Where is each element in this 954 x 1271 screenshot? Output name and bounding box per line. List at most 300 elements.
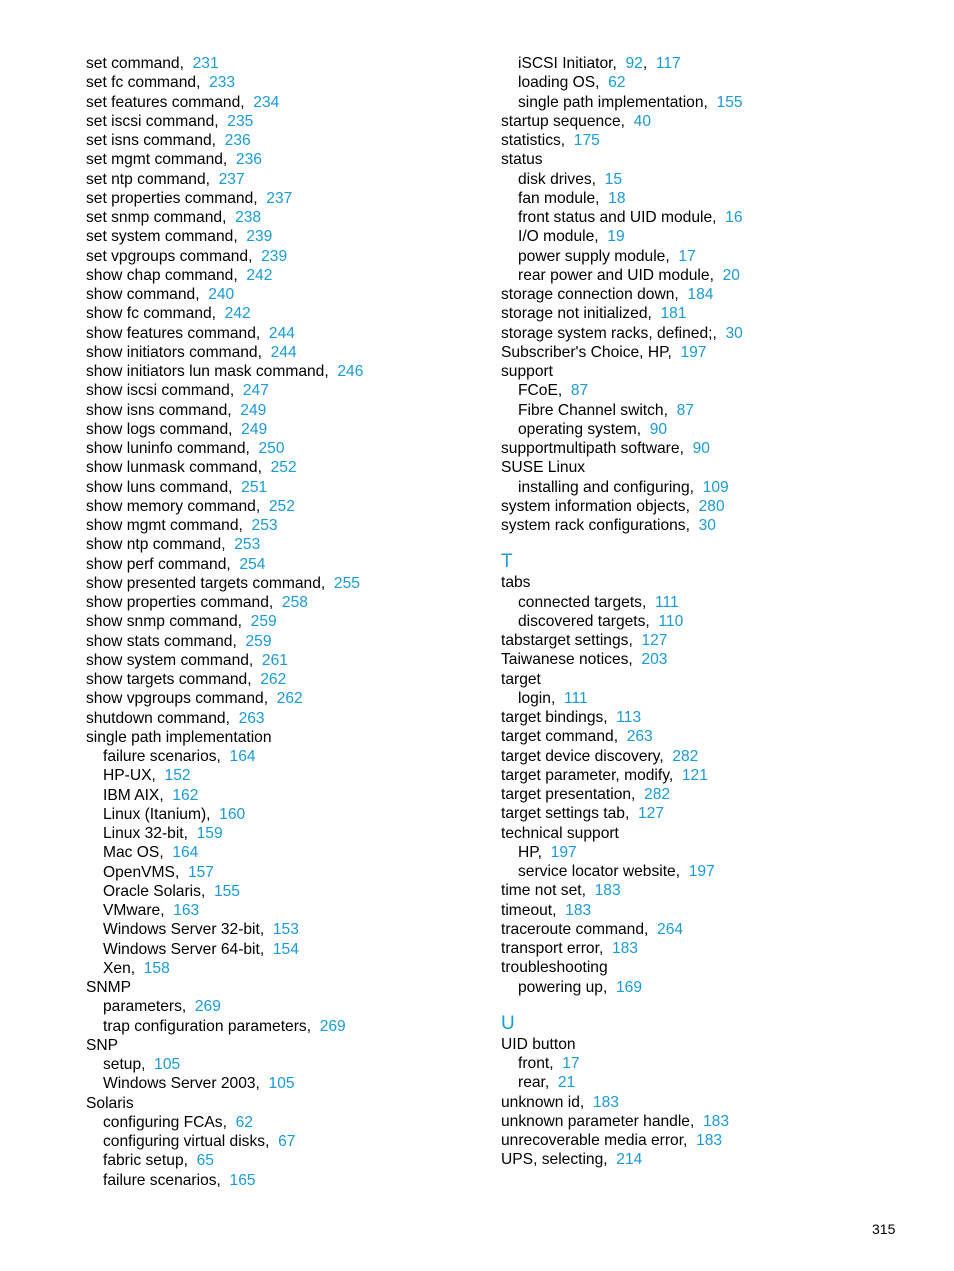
page-link[interactable]: 90 <box>649 420 668 438</box>
index-entry <box>501 458 743 477</box>
page-link[interactable]: 255 <box>333 574 360 592</box>
page-link[interactable]: 253 <box>251 517 278 534</box>
index-entry: show fc command, 242 <box>86 305 251 323</box>
index-entry: show stats command, 259 <box>86 632 272 650</box>
page-link[interactable]: 109 <box>702 478 729 496</box>
index-term: discovered targets <box>518 612 646 630</box>
page-link[interactable]: 252 <box>270 459 297 477</box>
index-term: show presented targets command <box>86 574 321 592</box>
page-link[interactable]: 237 <box>266 189 293 207</box>
index-subentry: trap configuration parameters, 269 <box>103 1017 346 1035</box>
page-link[interactable]: 121 <box>681 766 708 784</box>
index-entry: show chap command, 242 <box>86 266 273 284</box>
index-term: Oracle Solaris <box>103 882 201 900</box>
index-entry: startup sequence, 40 <box>501 112 651 130</box>
index-term: show initiators lun mask command <box>86 363 325 380</box>
index-term: show perf command <box>86 555 227 573</box>
index-entry: unrecoverable media error, 183 <box>501 1132 723 1149</box>
index-subentry: failure scenarios, 164 <box>103 748 256 765</box>
index-term: show fc command <box>86 305 212 323</box>
index-term: show iscsi command <box>86 382 230 400</box>
index-subentry: disk drives, 15 <box>518 170 623 188</box>
index-term: time not set <box>501 882 582 900</box>
index-term: show vpgroups command <box>86 690 264 708</box>
index-term: show command <box>86 286 196 303</box>
page-link[interactable]: 249 <box>241 420 268 438</box>
page-link[interactable]: 244 <box>268 324 295 342</box>
index-entry <box>501 1035 743 1054</box>
index-term: SNP <box>86 1036 119 1054</box>
index-term: target presentation <box>501 786 632 803</box>
index-term: fan module <box>518 189 596 207</box>
index-term: unknown id <box>501 1093 580 1111</box>
index-term: traceroute command <box>501 920 645 938</box>
page-link[interactable]: 17 <box>562 1055 580 1072</box>
index-subentry: parameters, 269 <box>103 998 221 1016</box>
page-link[interactable]: 263 <box>238 709 265 727</box>
index-entry: show iscsi command, 247 <box>86 382 269 400</box>
page-link[interactable]: 242 <box>224 305 251 323</box>
page-link[interactable]: 264 <box>657 920 684 938</box>
page-link[interactable]: 249 <box>240 401 267 419</box>
page-link[interactable]: 87 <box>570 382 589 400</box>
page-link[interactable]: 62 <box>608 74 626 92</box>
index-term: show initiators command <box>86 343 258 361</box>
index-term: Linux 32-bit <box>103 825 184 842</box>
index-term: target <box>501 670 541 688</box>
index-entry: show system command, 261 <box>86 651 288 669</box>
index-term: show memory command <box>86 497 256 515</box>
index-term: show luns command <box>86 478 229 496</box>
index-term: technical support <box>501 824 619 842</box>
page-link[interactable]: 246 <box>337 363 364 380</box>
index-entry: storage not initialized, 181 <box>501 305 687 323</box>
index-term: login <box>518 689 551 707</box>
index-term: tabstarget settings <box>501 632 629 649</box>
page-link[interactable]: 160 <box>219 805 246 823</box>
page-link[interactable]: 87 <box>676 401 694 419</box>
index-term: target command <box>501 728 614 746</box>
index-entry: Subscriber's Choice, HP, 197 <box>501 343 707 361</box>
index-term: Windows Server 32-bit <box>103 921 260 939</box>
index-term: Windows Server 2003 <box>103 1075 256 1093</box>
index-term: trap configuration parameters <box>103 1017 307 1035</box>
index-term: show properties command <box>86 594 269 611</box>
index-entry: system information objects, 280 <box>501 497 725 515</box>
index-subentry: VMware, 163 <box>103 902 200 919</box>
index-term: OpenVMS <box>103 863 175 881</box>
index-entry: set fc command, 233 <box>86 74 236 92</box>
index-subentry: Linux 32-bit, 159 <box>103 825 223 842</box>
index-entry: show initiators command, 244 <box>86 343 297 361</box>
index-entry: statistics, 175 <box>501 132 600 149</box>
index-entry: show mgmt command, 253 <box>86 517 278 534</box>
index-term: set isns command <box>86 132 212 149</box>
index-entry: system rack configurations, 30 <box>501 517 716 534</box>
index-term: Windows Server 64-bit <box>103 940 260 958</box>
index-term: front <box>518 1055 550 1072</box>
index-term: transport error <box>501 940 599 957</box>
index-term: Fibre Channel switch <box>518 401 664 419</box>
index-subentry: Windows Server 2003, 105 <box>103 1075 295 1093</box>
index-term: VMware <box>103 902 161 919</box>
page-link[interactable]: 252 <box>268 497 295 515</box>
index-term: set fc command <box>86 74 197 92</box>
index-subentry: failure scenarios, 165 <box>103 1171 256 1189</box>
index-term: loading OS <box>518 74 596 92</box>
index-entry: storage system racks, defined;, 30 <box>501 324 743 342</box>
index-term: Taiwanese notices <box>501 651 629 669</box>
index-subentry: front status and UID module, 16 <box>518 209 743 226</box>
page-link[interactable]: 258 <box>281 594 308 611</box>
index-term: target settings tab <box>501 805 625 823</box>
index-term: single path implementation <box>518 93 704 111</box>
index-term: powering up <box>518 978 603 996</box>
index-term: I/O module <box>518 228 595 246</box>
page-link[interactable]: 158 <box>143 959 170 977</box>
page-link[interactable]: 203 <box>641 651 668 669</box>
index-term: configuring FCAs <box>103 1113 223 1131</box>
index-term: disk drives <box>518 170 592 188</box>
page-link[interactable]: 40 <box>633 112 651 130</box>
index-subentry: HP-UX, 152 <box>103 767 191 785</box>
page-link[interactable]: 239 <box>261 247 288 265</box>
index-subentry: installing and configuring, 109 <box>518 478 729 496</box>
index-entry: show snmp command, 259 <box>86 613 277 631</box>
page-link[interactable]: 197 <box>680 343 707 361</box>
index-term: target device discovery <box>501 747 660 765</box>
page-link[interactable]: 263 <box>626 728 653 746</box>
index-term: setup <box>103 1056 142 1073</box>
page-link[interactable]: 280 <box>698 497 725 515</box>
page-link[interactable]: 250 <box>258 440 285 457</box>
index-term: storage not initialized <box>501 305 648 323</box>
index-entry: show features command, 244 <box>86 324 295 342</box>
index-term: target bindings <box>501 709 604 726</box>
index-subentry: rear, 21 <box>518 1074 576 1092</box>
page-link[interactable]: 259 <box>245 632 272 650</box>
page-link[interactable]: 240 <box>208 286 235 303</box>
page-link[interactable]: 183 <box>696 1132 723 1149</box>
page-link[interactable]: 269 <box>194 998 221 1016</box>
page-link[interactable]: 261 <box>261 651 288 669</box>
page-link[interactable]: 262 <box>276 690 303 708</box>
index-entry <box>501 573 743 592</box>
page-link[interactable]: 254 <box>239 555 266 573</box>
index-subentry: power supply module, 17 <box>518 247 696 265</box>
index-entry: tabstarget settings, 127 <box>501 632 668 649</box>
page-link[interactable]: 111 <box>563 689 588 707</box>
index-entry: time not set, 183 <box>501 882 621 900</box>
index-entry: show lunmask command, 252 <box>86 459 297 477</box>
page-link[interactable]: 181 <box>660 305 687 323</box>
index-entry: show initiators lun mask command, 246 <box>86 363 364 380</box>
page-link[interactable]: 183 <box>594 882 621 900</box>
index-term: rear power and UID module <box>518 266 710 284</box>
index-term: timeout <box>501 901 553 919</box>
index-entry: show isns command, 249 <box>86 401 267 419</box>
index-term: storage system racks, defined; <box>501 324 713 342</box>
page-link[interactable]: 154 <box>272 940 299 958</box>
page-link[interactable]: 127 <box>641 632 668 649</box>
index-entry <box>86 1094 363 1113</box>
index-subentry: configuring virtual disks, 67 <box>103 1133 296 1150</box>
index-term: statistics <box>501 132 561 149</box>
index-term: target parameter, modify <box>501 766 669 784</box>
index-term: Linux (Itanium) <box>103 805 207 823</box>
index-entry: target command, 263 <box>501 728 653 746</box>
index-entry: show properties command, 258 <box>86 594 308 611</box>
page-link[interactable]: 162 <box>172 786 199 804</box>
index-term: connected targets <box>518 593 642 611</box>
index-subentry: Mac OS, 164 <box>103 844 199 862</box>
index-term: set system command <box>86 228 234 246</box>
index-subentry: Fibre Channel switch, 87 <box>518 401 694 419</box>
index-term: IBM AIX <box>103 786 160 804</box>
index-subentry: Oracle Solaris, 155 <box>103 882 240 900</box>
index-term: operating system <box>518 420 637 438</box>
index-term: iSCSI Initiator <box>518 55 613 72</box>
index-term: show luninfo command <box>86 440 246 457</box>
page-link[interactable]: 110 <box>658 612 684 630</box>
index-term: Subscriber's Choice, HP <box>501 343 668 361</box>
index-entry <box>501 362 743 381</box>
index-subentry: fabric setup, 65 <box>103 1152 214 1170</box>
index-term: set iscsi command <box>86 112 215 130</box>
page-link[interactable]: 183 <box>592 1093 619 1111</box>
page-link[interactable]: 165 <box>229 1171 256 1189</box>
index-column-right <box>501 54 743 1170</box>
page-link[interactable]: 234 <box>253 93 280 111</box>
page-link[interactable]: 105 <box>154 1056 181 1073</box>
index-column-left <box>86 54 363 1190</box>
page-link[interactable]: 153 <box>272 921 299 939</box>
page-link[interactable]: 251 <box>241 478 268 496</box>
index-entry: show perf command, 254 <box>86 555 266 573</box>
index-term: storage connection down <box>501 286 675 303</box>
page-link[interactable]: 92 <box>625 55 643 72</box>
index-term: supportmultipath software <box>501 440 680 457</box>
index-entry: set snmp command, 238 <box>86 209 262 226</box>
index-term: parameters <box>103 998 182 1016</box>
page-link[interactable]: 30 <box>725 324 743 342</box>
page-link[interactable]: 259 <box>250 613 277 631</box>
index-term: HP <box>518 843 538 861</box>
index-subentry: setup, 105 <box>103 1056 181 1073</box>
index-term: support <box>501 363 554 380</box>
page-link[interactable]: 111 <box>654 593 679 611</box>
page-link[interactable]: 164 <box>172 844 199 862</box>
page-link[interactable]: 238 <box>235 209 262 226</box>
page-link[interactable]: 233 <box>209 74 236 92</box>
index-entry: show vpgroups command, 262 <box>86 690 303 708</box>
index-entry: show logs command, 249 <box>86 420 268 438</box>
index-subentry: Linux (Itanium), 160 <box>103 805 246 823</box>
page-link[interactable]: 105 <box>268 1075 295 1093</box>
index-term: Solaris <box>86 1094 134 1112</box>
page-link[interactable]: 20 <box>722 266 740 284</box>
index-subentry: iSCSI Initiator, 92, 117 <box>518 55 681 72</box>
page-link[interactable]: 184 <box>687 286 714 303</box>
page-link[interactable]: 239 <box>246 228 273 246</box>
index-entry: traceroute command, 264 <box>501 920 684 938</box>
index-subentry: configuring FCAs, 62 <box>103 1113 253 1131</box>
page-link[interactable]: 16 <box>725 209 743 226</box>
index-term: show features command <box>86 324 256 342</box>
page-number: 315 <box>872 1221 896 1237</box>
page-link[interactable]: 15 <box>604 170 623 188</box>
index-entry: target settings tab, 127 <box>501 805 664 823</box>
index-term: troubleshooting <box>501 959 608 977</box>
index-term: show mgmt command <box>86 517 239 534</box>
index-term: startup sequence <box>501 112 621 130</box>
index-term: Xen <box>103 959 131 977</box>
index-term: fabric setup <box>103 1152 184 1170</box>
page-link[interactable]: 159 <box>196 825 223 842</box>
index-term: tabs <box>501 574 531 592</box>
index-term: configuring virtual disks <box>103 1133 266 1150</box>
index-entry: target presentation, 282 <box>501 786 671 803</box>
index-entry: show luninfo command, 250 <box>86 440 285 457</box>
page-link[interactable]: 175 <box>573 132 600 149</box>
page-link[interactable]: 236 <box>235 151 262 169</box>
index-entry: show command, 240 <box>86 286 235 303</box>
page-link[interactable]: 183 <box>702 1112 730 1130</box>
index-subentry: rear power and UID module, 20 <box>518 266 740 284</box>
index-entry: shutdown command, 263 <box>86 709 265 727</box>
index-subentry: I/O module, 19 <box>518 228 625 246</box>
page-link[interactable]: 282 <box>644 786 671 803</box>
index-entry <box>501 150 743 169</box>
index-term: failure scenarios <box>103 748 217 765</box>
index-term: unknown parameter handle <box>501 1112 690 1130</box>
index-subentry: OpenVMS, 157 <box>103 863 214 881</box>
index-term: UPS, selecting <box>501 1151 604 1169</box>
page-link[interactable]: 242 <box>246 266 273 284</box>
index-entry: Taiwanese notices, 203 <box>501 651 668 669</box>
page-link[interactable]: 18 <box>608 189 626 207</box>
index-term: system information objects <box>501 497 686 515</box>
page-link[interactable]: 19 <box>607 228 625 246</box>
index-term: front status and UID module <box>518 209 713 226</box>
page-link[interactable]: 90 <box>692 440 710 457</box>
page-link[interactable]: 214 <box>616 1151 643 1169</box>
index-term: set snmp command <box>86 209 223 226</box>
index-entry: set command, 231 <box>86 55 219 72</box>
index-term: show snmp command <box>86 613 238 631</box>
index-term: UID button <box>501 1035 576 1053</box>
index-term: show lunmask command <box>86 459 258 477</box>
index-subentry: operating system, 90 <box>518 420 668 438</box>
index-entry: transport error, 183 <box>501 940 638 957</box>
page-link[interactable]: 269 <box>319 1017 346 1035</box>
index-subentry: Xen, 158 <box>103 959 170 977</box>
index-term: SUSE Linux <box>501 459 586 477</box>
index-entry: show targets command, 262 <box>86 671 287 688</box>
page-link[interactable]: 67 <box>278 1133 296 1150</box>
index-entry <box>86 1036 363 1055</box>
index-term: set features command <box>86 93 241 111</box>
index-entry: timeout, 183 <box>501 901 592 919</box>
page-link[interactable]: 113 <box>616 709 642 726</box>
page-link[interactable]: 183 <box>565 901 592 919</box>
page-link[interactable]: 169 <box>615 978 642 996</box>
index-term: show stats command <box>86 632 233 650</box>
index-term: show ntp command <box>86 536 222 554</box>
page-link[interactable]: 253 <box>234 536 261 554</box>
page-link[interactable]: 247 <box>242 382 269 400</box>
index-entry <box>501 824 743 843</box>
page-link[interactable]: 117 <box>655 55 681 72</box>
index-subentry: HP, 197 <box>518 843 577 861</box>
index-term: show chap command <box>86 266 234 284</box>
page-link[interactable]: 237 <box>218 170 245 188</box>
index-term: FCoE <box>518 382 558 400</box>
index-entry <box>501 670 743 689</box>
page-link[interactable]: 155 <box>716 93 743 111</box>
page-link[interactable]: 197 <box>550 843 577 861</box>
index-entry: show presented targets command, 255 <box>86 574 360 592</box>
page-link[interactable]: 30 <box>698 517 716 534</box>
page-link[interactable]: 231 <box>192 55 219 72</box>
index-entry: target device discovery, 282 <box>501 747 699 765</box>
index-entry: unknown id, 183 <box>501 1093 619 1111</box>
page-link[interactable]: 164 <box>229 748 256 765</box>
page-link[interactable]: 21 <box>557 1074 576 1092</box>
index-entry: set features command, 234 <box>86 93 280 111</box>
page-link[interactable]: 197 <box>688 863 715 880</box>
page-link[interactable]: 62 <box>235 1113 253 1131</box>
page-link[interactable]: 183 <box>611 940 638 957</box>
index-subentry: powering up, 169 <box>518 978 642 996</box>
index-term: set vpgroups command <box>86 247 249 265</box>
index-entry: unknown parameter handle, 183 <box>501 1112 730 1130</box>
page-link[interactable]: 244 <box>270 343 297 361</box>
index-entry: supportmultipath software, 90 <box>501 440 710 457</box>
index-term: show logs command <box>86 420 229 438</box>
index-term: rear <box>518 1074 545 1092</box>
page-link[interactable]: 282 <box>672 747 699 765</box>
index-term: show isns command <box>86 401 228 419</box>
index-term: SNMP <box>86 979 132 996</box>
index-entry: show luns command, 251 <box>86 478 268 496</box>
page-link[interactable]: 236 <box>224 132 251 149</box>
index-entry: set iscsi command, 235 <box>86 112 254 130</box>
page-link[interactable]: 163 <box>173 902 200 919</box>
index-term: set properties command <box>86 189 254 207</box>
index-subentry: connected targets, 111 <box>518 593 679 611</box>
index-term: installing and configuring <box>518 478 690 496</box>
index-section-letter: T <box>501 551 513 573</box>
index-entry: set properties command, 237 <box>86 189 293 207</box>
page-link[interactable]: 155 <box>213 882 240 900</box>
index-entry: target bindings, 113 <box>501 709 642 726</box>
page-link[interactable]: 262 <box>260 671 287 688</box>
index-subentry: single path implementation, 155 <box>518 93 743 111</box>
index-term: set ntp command <box>86 170 206 188</box>
index-subentry: FCoE, 87 <box>518 382 589 400</box>
index-term: HP-UX <box>103 767 152 785</box>
page-link[interactable]: 65 <box>196 1152 214 1170</box>
page-link[interactable]: 152 <box>164 767 191 785</box>
index-section-letter: U <box>501 1012 515 1034</box>
page-link[interactable]: 17 <box>678 247 696 265</box>
page-link[interactable]: 127 <box>637 805 664 823</box>
index-subentry: loading OS, 62 <box>518 74 626 92</box>
index-entry: set vpgroups command, 239 <box>86 247 288 265</box>
page-link[interactable]: 235 <box>227 112 254 130</box>
page-link[interactable]: 157 <box>187 863 214 881</box>
